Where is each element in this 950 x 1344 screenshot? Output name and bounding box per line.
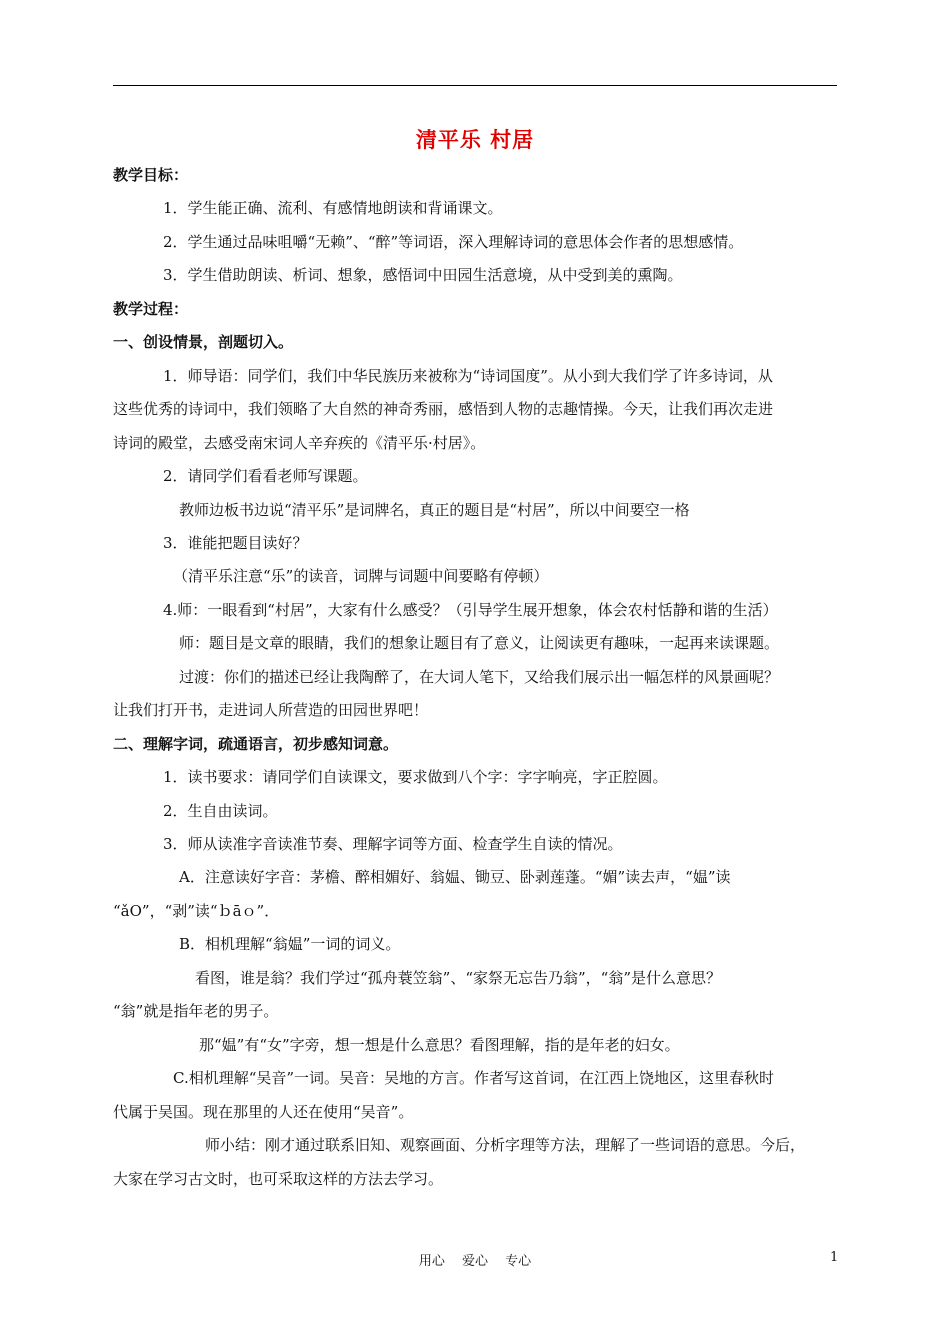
body-line: 3．师从读准字音读准节奏、理解字词等方面、检查学生自读的情况。 — [163, 835, 623, 853]
body-line: 大家在学习古文时，也可采取这样的方法去学习。 — [113, 1169, 444, 1188]
body-line: 让我们打开书，走进词人所营造的田园世界吧！ — [113, 701, 429, 720]
body-line: 诗词的殿堂，去感受南宋词人辛弃疾的《清平乐·村居》。 — [113, 433, 486, 452]
document-title: 清平乐 村居 — [415, 127, 535, 152]
page-number: 1 — [830, 1250, 839, 1265]
body-line: 1．读书要求：请同学们自读课文，要求做到八个字：字字响亮，字正腔圆。 — [163, 768, 668, 787]
section-heading: 一、创设情景，剖题切入。 — [113, 333, 294, 352]
body-line: B．相机理解“翁媪”一词的词义。 — [179, 935, 401, 954]
body-line: A．注意读好字音：茅檐、醉相媚好、翁媪、锄豆、卧剥莲蓬。“媚”读去声，“媪”读 — [179, 868, 731, 887]
body-line: 4.师：一眼看到“村居”，大家有什么感受？（引导学生展开想象，体会农村恬静和谐的生活） — [163, 600, 778, 619]
body-line: C.相机理解“吴音”一词。吴音：吴地的方言。作者写这首词，在江西上饶地区，这里春秋时 — [173, 1069, 775, 1088]
body-line: 2．学生通过品味咀嚼“无赖”、“醉”等词语，深入理解诗词的意思体会作者的思想感情。 — [163, 232, 744, 251]
body-line: “ǎO”，“剥”读“ｂāｏ”． — [113, 901, 280, 920]
body-line: 1．师导语：同学们，我们中华民族历来被称为“诗词国度”。从小到大我们学了许多诗词，从 — [163, 366, 773, 385]
body-line: 2．请同学们看看老师写课题。 — [163, 467, 368, 486]
body-line: 师小结：刚才通过联系旧知、观察画面、分析字理等方法，理解了一些词语的意思。今后， — [205, 1136, 806, 1155]
body-line: 3．谁能把题目读好？ — [163, 533, 308, 552]
body-line: 3．学生借助朗读、析词、想象，感悟词中田园生活意境，从中受到美的熏陶。 — [163, 266, 683, 285]
body-line: 过渡：你们的描述已经让我陶醉了，在大词人笔下，又给我们展示出一幅怎样的风景画呢？ — [179, 667, 780, 686]
body-line: 2．生自由读词。 — [163, 801, 278, 820]
body-line: 看图，谁是翁？我们学过“孤舟蓑笠翁”、“家祭无忘告乃翁”，“翁”是什么意思？ — [195, 968, 722, 987]
section-heading: 教学过程： — [113, 299, 189, 318]
body-line: 1．学生能正确、流利、有感情地朗读和背诵课文。 — [163, 199, 503, 218]
body-line: 代属于吴国。现在那里的人还在使用“吴音”。 — [113, 1102, 414, 1121]
section-heading: 教学目标： — [113, 166, 189, 184]
body-line: 师：题目是文章的眼睛，我们的想象让题目有了意义，让阅读更有趣味，一起再来读课题。 — [179, 634, 780, 653]
section-heading: 二、理解字词，疏通语言，初步感知词意。 — [113, 734, 399, 753]
body-line: 那“媪”有“女”字旁，想一想是什么意思？看图理解，指的是年老的妇女。 — [199, 1035, 680, 1054]
page-footer: 用心 爱心 专心 — [418, 1254, 532, 1269]
body-line: 教师边板书边说“清平乐”是词牌名，真正的题目是“村居”，所以中间要空一格 — [179, 500, 690, 519]
body-line: “翁”就是指年老的男子。 — [113, 1002, 279, 1021]
body-line: （清平乐注意“乐”的读音，词牌与词题中间要略有停顿） — [173, 567, 549, 586]
header-rule — [113, 85, 837, 86]
body-line: 这些优秀的诗词中，我们领略了大自然的神奇秀丽，感悟到人物的志趣情操。今天，让我们再次走进 — [113, 400, 774, 419]
